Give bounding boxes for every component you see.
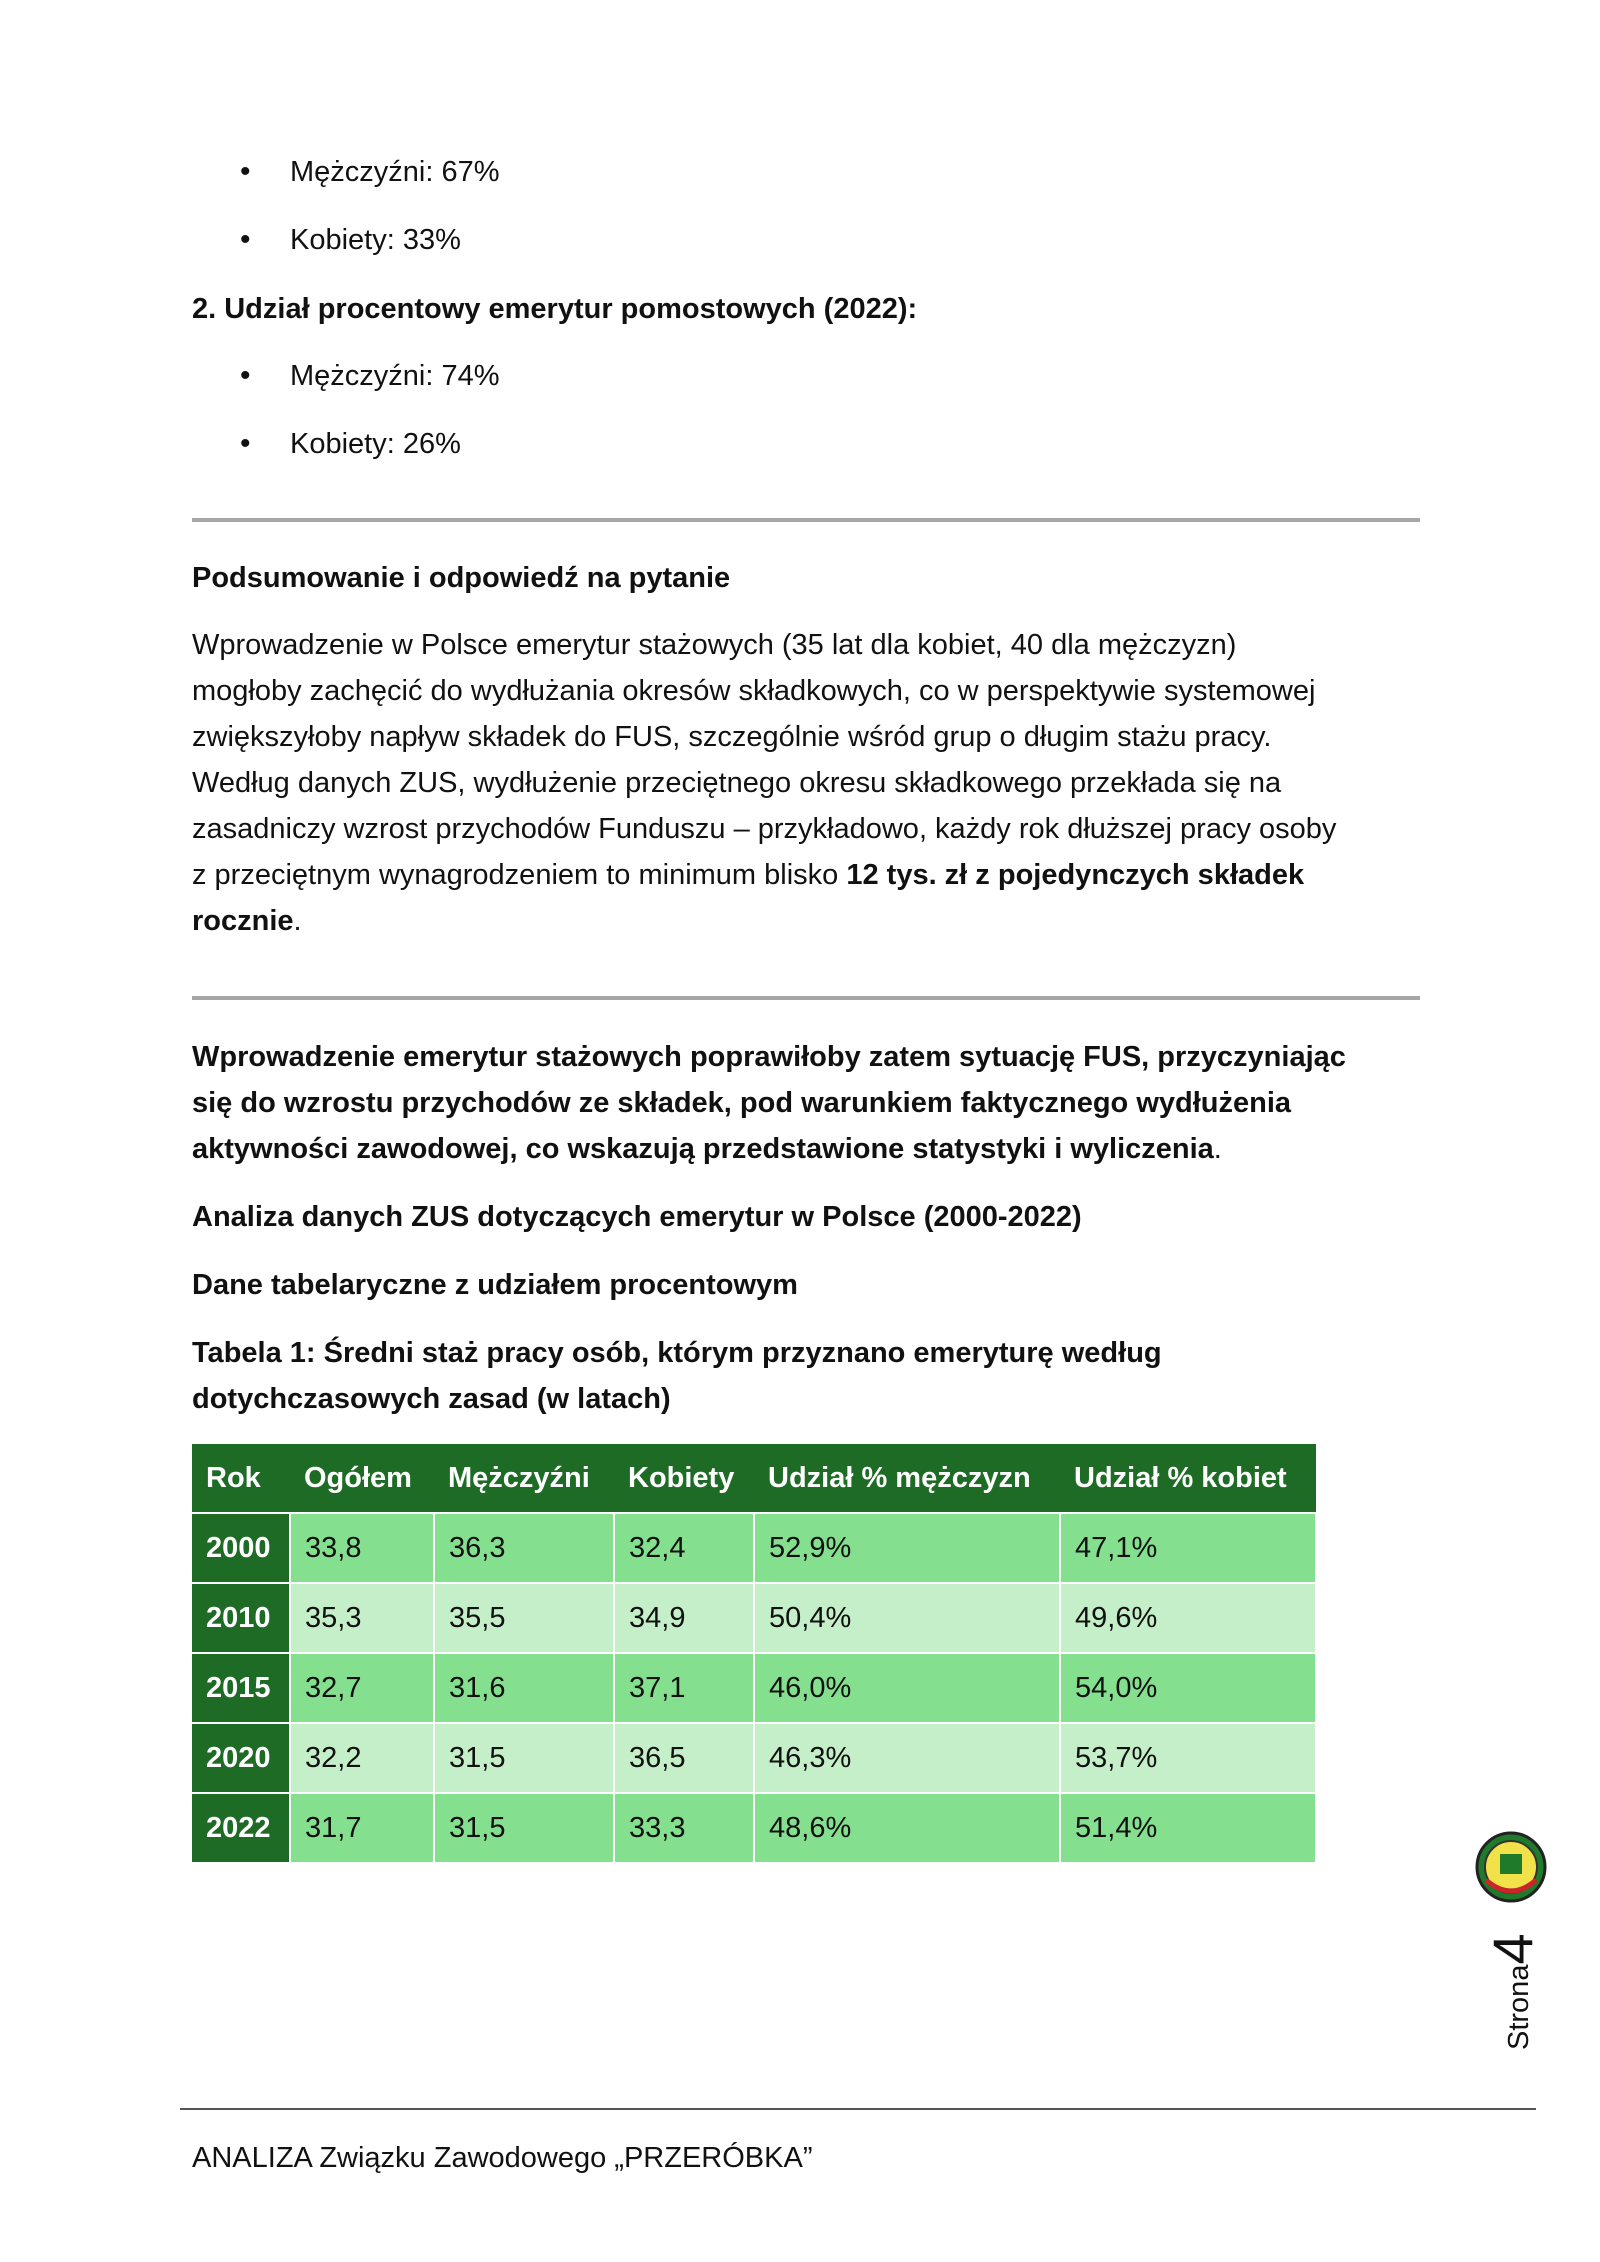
- horizontal-divider: [192, 518, 1420, 522]
- table-cell: 48,6%: [754, 1793, 1060, 1863]
- summary-heading: Podsumowanie i odpowiedź na pytanie: [192, 562, 731, 594]
- table-row: [192, 1513, 1316, 1583]
- table-cell: 31,7: [290, 1793, 434, 1863]
- paragraph-line: Według danych ZUS, wydłużenie przeciętnego okresu składkowego przekłada się na: [192, 767, 1282, 799]
- table-cell: 36,3: [434, 1513, 614, 1583]
- union-logo-icon: [1474, 1830, 1548, 1904]
- table-cell: 54,0%: [1060, 1653, 1316, 1723]
- paragraph-emphasis: rocznie: [192, 905, 294, 937]
- gender-share-list-2021: [240, 138, 500, 274]
- table-cell: 49,6%: [1060, 1583, 1316, 1653]
- page-number: 4: [1481, 1933, 1544, 1965]
- column-header: Udział % kobiet: [1060, 1444, 1316, 1513]
- paragraph-line: zwiększyłoby napływ składek do FUS, szczególnie wśród grup o długim stażu pracy.: [192, 721, 1272, 753]
- footer-text: ANALIZA Związku Zawodowego „PRZERÓBKA”: [192, 2142, 813, 2174]
- summary-paragraph: [192, 622, 1432, 944]
- table-cell-year: 2000: [192, 1513, 290, 1583]
- seniority-table: [192, 1444, 1317, 1864]
- table-cell: 32,4: [614, 1513, 754, 1583]
- column-header: Kobiety: [614, 1444, 754, 1513]
- paragraph-emphasis: Wprowadzenie emerytur stażowych poprawiłoby zatem sytuację FUS, przyczyniając: [192, 1041, 1346, 1073]
- gender-share-list-2022: [240, 342, 500, 478]
- paragraph-line: [192, 1034, 1432, 1080]
- conclusion-paragraph: [192, 1034, 1432, 1172]
- table-cell: 35,5: [434, 1583, 614, 1653]
- column-header: Ogółem: [290, 1444, 434, 1513]
- list-item: • Mężczyźni: 74%: [240, 342, 500, 410]
- paragraph-line: [192, 898, 1432, 944]
- paragraph-text: z przeciętnym wynagrodzeniem to minimum blisko: [192, 859, 847, 891]
- table-cell-year: 2022: [192, 1793, 290, 1863]
- table-cell: 53,7%: [1060, 1723, 1316, 1793]
- page-number-vertical: [1478, 1910, 1548, 2050]
- table-cell: 47,1%: [1060, 1513, 1316, 1583]
- table-cell: 32,7: [290, 1653, 434, 1723]
- horizontal-divider: [192, 996, 1420, 1000]
- paragraph-emphasis: aktywności zawodowej, co wskazują przedstawione statystyki i wyliczenia: [192, 1133, 1214, 1165]
- paragraph-emphasis: się do wzrostu przychodów ze składek, pod warunkiem faktycznego wydłużenia: [192, 1087, 1292, 1119]
- column-header: Rok: [192, 1444, 290, 1513]
- column-header: Udział % mężczyzn: [754, 1444, 1060, 1513]
- table-cell: 51,4%: [1060, 1793, 1316, 1863]
- table-cell: 37,1: [614, 1653, 754, 1723]
- paragraph-line: zasadniczy wzrost przychodów Funduszu – przykładowo, każdy rok dłuższej pracy osoby: [192, 813, 1337, 845]
- table-row: [192, 1583, 1316, 1653]
- list-item: • Kobiety: 33%: [240, 206, 500, 274]
- paragraph-line: mogłoby zachęcić do wydłużania okresów składkowych, co w perspektywie systemowej: [192, 675, 1316, 707]
- table-cell: 46,0%: [754, 1653, 1060, 1723]
- table-cell: 31,5: [434, 1723, 614, 1793]
- table-cell: 35,3: [290, 1583, 434, 1653]
- table-cell-year: 2015: [192, 1653, 290, 1723]
- table-cell-year: 2010: [192, 1583, 290, 1653]
- paragraph-text: .: [1213, 1133, 1222, 1165]
- paragraph-text: .: [293, 905, 302, 937]
- table-row: [192, 1653, 1316, 1723]
- paragraph-line: [192, 852, 1432, 898]
- page-label: Strona: [1503, 1964, 1535, 2050]
- table-header-row: [192, 1444, 1316, 1513]
- table-caption: [192, 1330, 1432, 1422]
- list-item: • Kobiety: 26%: [240, 410, 500, 478]
- paragraph-line: Wprowadzenie w Polsce emerytur stażowych (35 lat dla kobiet, 40 dla mężczyzn): [192, 629, 1237, 661]
- analysis-heading: Analiza danych ZUS dotyczących emerytur w Polsce (2000-2022): [192, 1201, 1082, 1233]
- paragraph-emphasis: 12 tys. zł z pojedynczych składek: [846, 859, 1305, 891]
- footer-divider: [180, 2108, 1536, 2110]
- list-item: • Mężczyźni: 67%: [240, 138, 500, 206]
- section-heading-bridging-pensions: 2. Udział procentowy emerytur pomostowych (2022):: [192, 293, 918, 325]
- table-cell: 33,8: [290, 1513, 434, 1583]
- table-cell: 31,6: [434, 1653, 614, 1723]
- paragraph-line: [192, 1126, 1432, 1172]
- table-cell: 33,3: [614, 1793, 754, 1863]
- table-cell: 31,5: [434, 1793, 614, 1863]
- table-cell: 34,9: [614, 1583, 754, 1653]
- table-row: [192, 1723, 1316, 1793]
- table-row: [192, 1793, 1316, 1863]
- table-cell-year: 2020: [192, 1723, 290, 1793]
- caption-line: Tabela 1: Średni staż pracy osób, którym przyznano emeryturę według: [192, 1337, 1162, 1369]
- caption-line: dotychczasowych zasad (w latach): [192, 1383, 671, 1415]
- table-cell: 32,2: [290, 1723, 434, 1793]
- table-cell: 46,3%: [754, 1723, 1060, 1793]
- paragraph-line: [192, 1080, 1432, 1126]
- table-cell: 50,4%: [754, 1583, 1060, 1653]
- column-header: Mężczyźni: [434, 1444, 614, 1513]
- table-cell: 36,5: [614, 1723, 754, 1793]
- tabular-data-heading: Dane tabelaryczne z udziałem procentowym: [192, 1269, 798, 1301]
- table-cell: 52,9%: [754, 1513, 1060, 1583]
